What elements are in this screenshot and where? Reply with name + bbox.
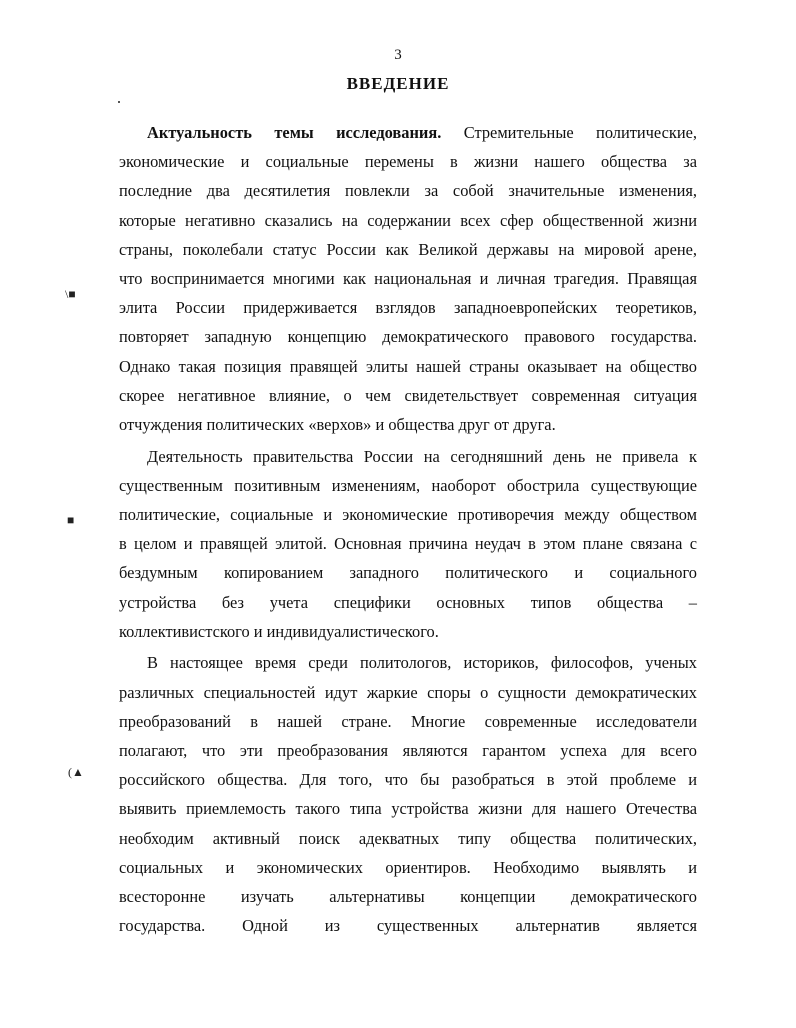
paragraph-line: Актуальность темы исследования. Стремительные политические, (147, 123, 697, 142)
paragraph-line: Однако такая позиция правящей элиты нашей страны оказывает на общество (119, 356, 697, 376)
paragraph-line: преобразований в нашей стране. Многие современные исследователи (119, 711, 697, 731)
paragraph-line: устройства без учета специфики основных типов общества – (119, 592, 697, 612)
paragraph-line: необходим активный поиск адекватных типу общества политических, (119, 828, 697, 848)
paragraph-line: всесторонне изучать альтернативы концепции демократического (119, 886, 697, 906)
paragraph-line: отчуждения политических «верхов» и общества друг от друга. (119, 414, 556, 434)
paragraph-line: выявить приемлемость такого типа устройства жизни для нашего Отечества (119, 799, 697, 819)
margin-mark: (▲ (68, 765, 84, 779)
paragraph-line: которые негативно сказались на содержании всех сфер общественной жизни (119, 210, 697, 230)
paragraph-line: политические, социальные и экономические противоречия между обществом (119, 504, 697, 524)
paragraph-line: страны, поколебали статус России как Великой державы на мировой арене, (119, 239, 697, 259)
lead-heading: Актуальность темы исследования. (147, 123, 442, 142)
margin-mark: ■ (67, 513, 75, 527)
paragraph-line: скорее негативное влияние, о чем свидетельствует современная ситуация (119, 385, 697, 405)
paragraph-line: существенным позитивным изменениям, наоборот обострила существующие (119, 475, 697, 495)
paragraph-line: социальных и экономических ориентиров. Необходимо выявлять и (119, 857, 697, 877)
page-number: 3 (394, 47, 402, 63)
paragraph-line: российского общества. Для того, что бы разобраться в этой проблеме и (119, 770, 697, 790)
paragraph-line: в целом и правящей элитой. Основная причина неудач в этом плане связана с (119, 534, 697, 554)
paragraph-line: повторяет западную концепцию демократического правового государства. (119, 327, 697, 347)
paragraph-line: экономические и социальные перемены в жизни нашего общества за (119, 152, 697, 172)
paragraph-line: бездумным копированием западного политического и социального (119, 563, 697, 583)
paragraph-line: элита России придерживается взглядов западноевропейских теоретиков, (119, 298, 697, 318)
scan-speck (118, 101, 120, 103)
paragraph-line: различных специальностей идут жаркие споры о сущности демократических (119, 682, 697, 702)
paragraph-line: полагают, что эти преобразования являются гарантом успеха для всего (119, 740, 697, 760)
body-text (119, 118, 697, 940)
paragraph-line: что воспринимается многими как национальная и личная трагедия. Правящая (119, 268, 697, 288)
margin-mark: \■ (65, 287, 76, 301)
paragraph-line: коллективистского и индивидуалистического. (119, 621, 439, 641)
paragraph-line: последние два десятилетия повлекли за собой значительные изменения, (119, 181, 697, 201)
paragraph-line: государства. Одной из существенных альтернатив является (119, 916, 697, 936)
paragraph-line: В настоящее время среди политологов, историков, философов, ученых (147, 653, 697, 673)
page-title: ВВЕДЕНИЕ (346, 74, 450, 93)
paragraph-line: Деятельность правительства России на сегодняшний день не привела к (147, 446, 697, 466)
